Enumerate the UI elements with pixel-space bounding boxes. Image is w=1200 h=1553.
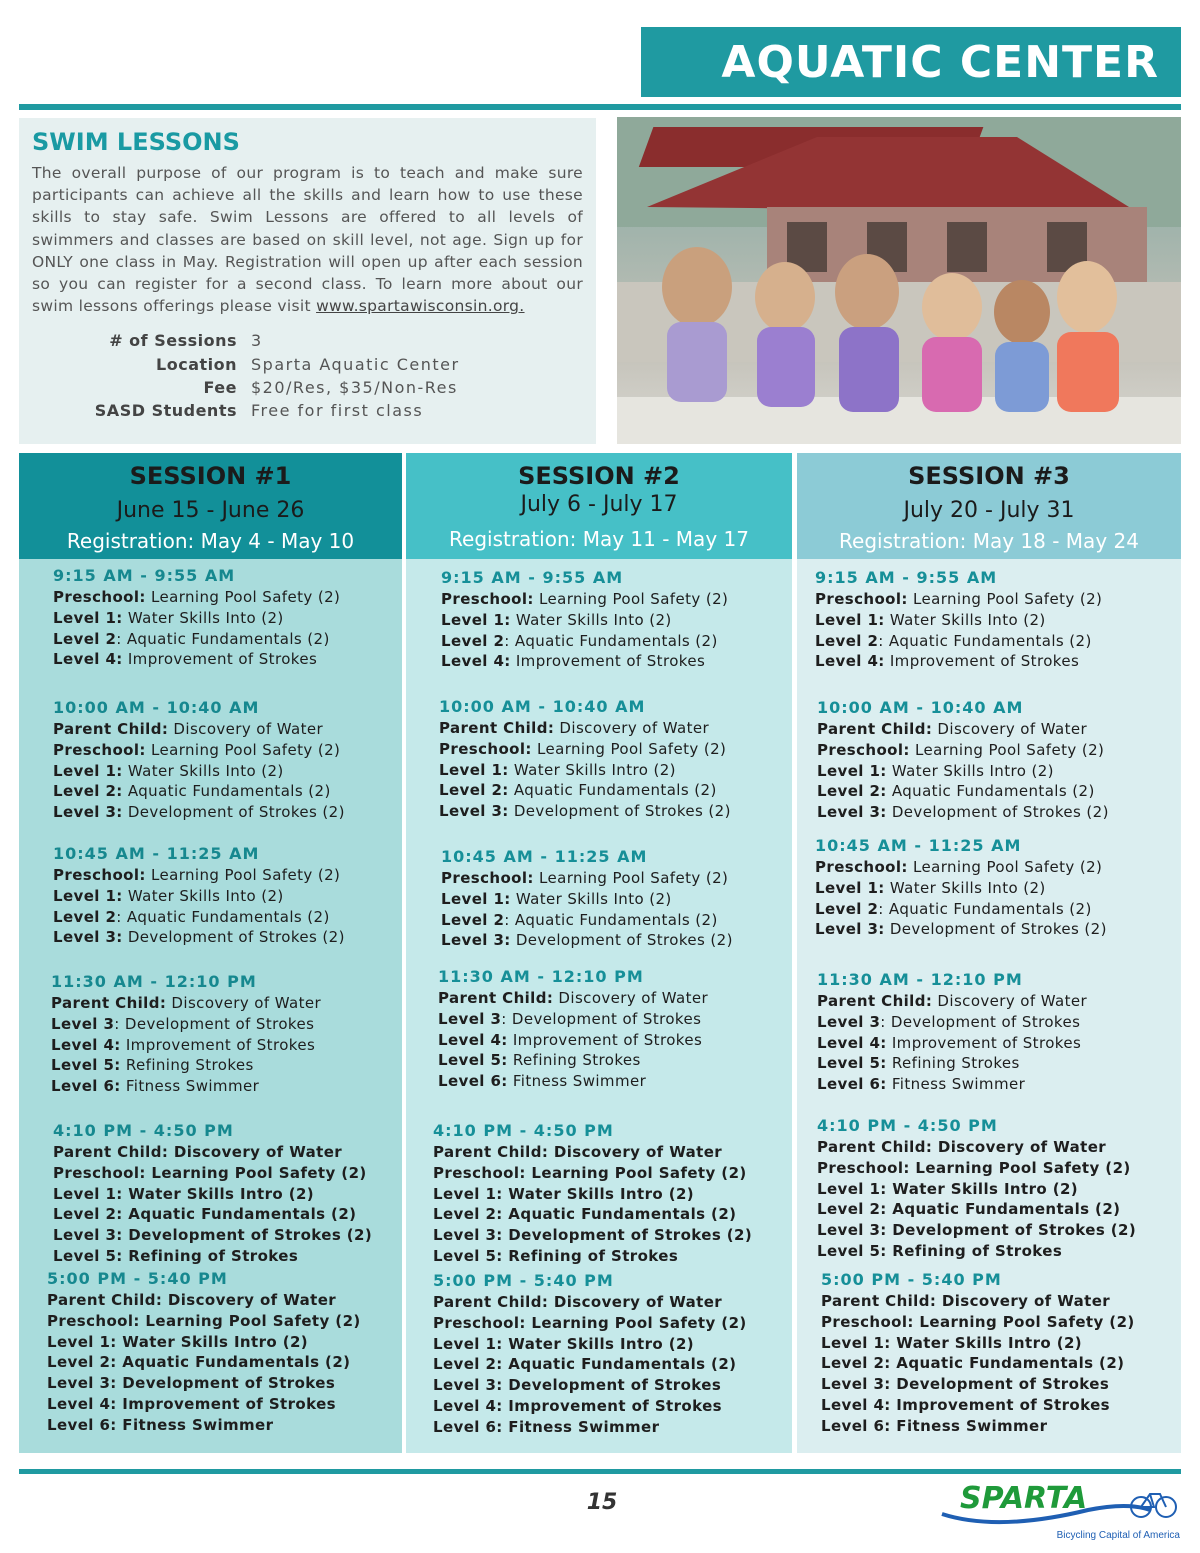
class-item: Level 4: Improvement of Strokes [53,650,318,669]
fact-value: Sparta Aquatic Center [251,354,460,374]
class-item: Level 2: Aquatic Fundamentals (2) [441,910,718,929]
time-slot [406,567,827,672]
banner-title: AQUATIC CENTER [721,36,1159,88]
class-item: Level 3: Development of Strokes (2) [439,802,731,821]
class-item: Level 3: Development of Strokes (2) [433,1226,753,1245]
time-slot [797,969,1200,1095]
class-item: Preschool: Learning Pool Safety (2) [439,739,727,758]
session-header [406,453,792,559]
session-registration: Registration: May 11 - May 17 [449,527,749,551]
intro-text: The overall purpose of our program is to teach and make sure participants can achieve all the skills and learn how to use these skills to stay safe. Swim Lessons are offered to all levels of swimmers and classes are based on skill level, not age. Sign up for ONLY one class in May. Registration will open up after each session so you can register for a second class. To learn more about our swim lessons offerings please visit [32,164,583,316]
class-item: Level 2: Aquatic Fundamentals (2) [817,782,1095,801]
class-item: Level 4: Improvement of Strokes [433,1396,722,1415]
class-item: Preschool: Learning Pool Safety (2) [817,740,1105,759]
bottom-rule [19,1469,1181,1474]
class-item: Preschool: Learning Pool Safety (2) [53,866,341,884]
session-registration: Registration: May 4 - May 10 [66,529,355,553]
page-number: 15 [586,1490,618,1515]
slot-time: 10:00 AM - 10:40 AM [53,698,260,717]
slot-time: 9:15 AM - 9:55 AM [815,568,998,587]
class-item: Level 6: Fitness Swimmer [821,1416,1048,1435]
class-item: Level 2: Aquatic Fundamentals (2) [815,631,1092,650]
class-item: Level 3: Development of Strokes [51,1014,315,1033]
website-link[interactable]: www.spartawisconsin.org. [316,297,525,316]
class-item: Parent Child: Discovery of Water [438,989,709,1007]
kids-pool-photo [617,117,1181,444]
class-item: Parent Child: Discovery of Water [817,992,1088,1010]
class-item: Preschool: Learning Pool Safety (2) [815,858,1103,876]
time-slot [19,1120,436,1267]
class-item: Level 2: Aquatic Fundamentals (2) [439,781,717,800]
class-item: Level 6: Fitness Swimmer [433,1417,660,1436]
slot-time: 5:00 PM - 5:40 PM [821,1270,1002,1289]
class-item: Level 3: Development of Strokes (2) [817,803,1109,822]
class-item: Level 1: Water Skills Into (2) [815,878,1046,897]
time-slot [797,1269,1200,1437]
fact-label: Fee [203,378,237,398]
class-item: Level 2: Aquatic Fundamentals (2) [441,631,718,650]
class-item: Parent Child: Discovery of Water [439,719,710,737]
class-item: Level 3: Development of Strokes [817,1012,1081,1031]
class-item: Level 6: Fitness Swimmer [47,1415,274,1434]
class-item: Level 5: Refining Strokes [51,1056,254,1075]
class-item: Level 1: Water Skills Intro (2) [821,1333,1083,1352]
class-item: Preschool: Learning Pool Safety (2) [821,1312,1135,1331]
class-item: Level 2: Aquatic Fundamentals (2) [53,782,331,801]
class-item: Preschool: Learning Pool Safety (2) [53,588,341,606]
photo-illustration [617,117,1181,444]
class-item: Level 3: Development of Strokes (2) [53,1226,373,1245]
fact-value: $20/Res, $35/Non-Res [251,378,458,398]
class-item: Level 2: Aquatic Fundamentals (2) [817,1200,1121,1219]
slot-time: 10:45 AM - 11:25 AM [441,847,648,866]
time-slot [797,567,1199,672]
class-item: Preschool: Learning Pool Safety (2) [815,590,1103,608]
sparta-logo [938,1480,1186,1548]
fact-value: 3 [251,331,263,351]
session-3-column [797,453,1181,1453]
class-item: Level 3: Development of Strokes (2) [53,928,345,947]
program-facts [32,329,583,422]
slot-time: 5:00 PM - 5:40 PM [433,1271,614,1290]
time-slot [19,971,434,1097]
fact-value: Free for first class [251,401,424,421]
fact-fee [32,376,583,399]
class-item: Level 1: Water Skills Into (2) [815,610,1046,629]
time-slot [797,835,1199,940]
logo-wordmark: SPARTA [960,1481,1088,1516]
class-item: Level 2: Aquatic Fundamentals (2) [53,907,330,926]
slot-time: 11:30 AM - 12:10 PM [817,970,1023,989]
time-slot [406,966,824,1092]
fact-label: # of Sessions [109,331,237,351]
fact-sasd [32,399,583,422]
session-header [797,453,1181,559]
class-item: Level 3: Development of Strokes (2) [815,920,1107,939]
time-slot [406,846,827,951]
class-item: Level 1: Water Skills Intro (2) [439,760,676,779]
class-item: Level 1: Water Skills Intro (2) [53,1184,315,1203]
time-slot [797,1115,1200,1262]
class-item: Level 6: Fitness Swimmer [817,1075,1026,1094]
class-item: Level 5: Refining of Strokes [817,1241,1063,1260]
class-item: Parent Child: Discovery of Water [51,994,322,1012]
slot-time: 10:00 AM - 10:40 AM [439,697,646,716]
class-item: Level 5: Refining of Strokes [433,1246,679,1265]
slot-time: 9:15 AM - 9:55 AM [53,566,236,585]
class-item: Level 3: Development of Strokes [433,1376,722,1395]
class-item: Level 2: Aquatic Fundamentals (2) [47,1353,351,1372]
slot-time: 10:45 AM - 11:25 AM [815,836,1022,855]
fact-location [32,353,583,376]
class-item: Level 4: Improvement of Strokes [815,652,1080,671]
class-item: Preschool: Learning Pool Safety (2) [47,1311,361,1330]
class-item: Parent Child: Discovery of Water [821,1292,1111,1310]
class-item: Level 3: Development of Strokes [47,1374,336,1393]
class-item: Level 4: Improvement of Strokes [817,1033,1082,1052]
session-1-column [19,453,402,1453]
class-item: Parent Child: Discovery of Water [817,720,1088,738]
class-item: Level 2: Aquatic Fundamentals (2) [821,1354,1125,1373]
class-item: Level 2: Aquatic Fundamentals (2) [53,1205,357,1224]
session-title: SESSION #3 [908,462,1070,490]
class-item: Preschool: Learning Pool Safety (2) [53,740,341,759]
class-item: Level 1: Water Skills Into (2) [441,610,672,629]
class-item: Preschool: Learning Pool Safety (2) [53,1163,367,1182]
time-slot [797,697,1200,823]
slot-time: 4:10 PM - 4:50 PM [433,1121,614,1140]
session-dates: June 15 - June 26 [116,498,305,523]
class-item: Level 1: Water Skills Intro (2) [47,1332,309,1351]
class-item: Level 4: Improvement of Strokes [47,1394,336,1413]
time-slot [19,697,436,823]
slot-time: 11:30 AM - 12:10 PM [438,967,644,986]
class-item: Level 2: Aquatic Fundamentals (2) [433,1355,737,1374]
class-item: Level 2: Aquatic Fundamentals (2) [815,899,1092,918]
class-item: Level 3: Development of Strokes (2) [53,803,345,822]
slot-time: 10:45 AM - 11:25 AM [53,844,260,863]
class-item: Parent Child: Discovery of Water [817,1138,1107,1156]
class-item: Level 3: Development of Strokes (2) [817,1221,1137,1240]
class-item: Level 1: Water Skills Into (2) [441,889,672,908]
intro-body [32,162,583,317]
session-title: SESSION #2 [518,462,680,490]
class-item: Level 5: Refining of Strokes [53,1246,299,1265]
time-slot [406,1120,819,1267]
class-item: Level 1: Water Skills Intro (2) [433,1334,695,1353]
time-slot [19,565,436,670]
slot-time: 9:15 AM - 9:55 AM [441,568,624,587]
class-item: Level 1: Water Skills Intro (2) [433,1184,695,1203]
top-rule [19,104,1181,110]
bicycle-icon [938,1480,1186,1548]
page-banner [641,27,1181,97]
class-item: Level 2: Aquatic Fundamentals (2) [53,629,330,648]
class-item: Preschool: Learning Pool Safety (2) [441,869,729,887]
class-item: Preschool: Learning Pool Safety (2) [433,1313,747,1332]
time-slot [19,843,436,948]
class-item: Level 4: Improvement of Strokes [821,1395,1110,1414]
time-slot [406,1270,819,1438]
class-item: Preschool: Learning Pool Safety (2) [441,590,729,608]
class-item: Parent Child: Discovery of Water [433,1143,723,1161]
class-item: Level 2: Aquatic Fundamentals (2) [433,1205,737,1224]
class-item: Level 5: Refining Strokes [438,1051,641,1070]
session-dates: July 6 - July 17 [520,492,678,517]
class-item: Level 1: Water Skills Into (2) [53,886,284,905]
class-item: Level 4: Improvement of Strokes [441,652,706,671]
logo-tagline: Bicycling Capital of America [1056,1530,1180,1541]
class-item: Parent Child: Discovery of Water [433,1293,723,1311]
class-item: Level 3: Development of Strokes (2) [441,931,733,950]
slot-time: 10:00 AM - 10:40 AM [817,698,1024,717]
class-item: Level 1: Water Skills Intro (2) [817,1179,1079,1198]
session-title: SESSION #1 [129,462,292,490]
class-item: Level 1: Water Skills Intro (2) [817,761,1054,780]
class-item: Level 4: Improvement of Strokes [438,1030,703,1049]
class-item: Parent Child: Discovery of Water [53,720,324,738]
class-item: Parent Child: Discovery of Water [47,1291,337,1309]
class-item: Level 4: Improvement of Strokes [51,1035,316,1054]
slot-time: 11:30 AM - 12:10 PM [51,972,257,991]
class-item: Level 3: Development of Strokes [821,1375,1110,1394]
class-item: Preschool: Learning Pool Safety (2) [433,1163,747,1182]
class-item: Level 5: Refining Strokes [817,1054,1020,1073]
session-2-column [406,453,792,1453]
class-item: Parent Child: Discovery of Water [53,1143,343,1161]
class-item: Level 6: Fitness Swimmer [438,1072,647,1091]
session-dates: July 20 - July 31 [903,498,1075,523]
class-item: Level 6: Fitness Swimmer [51,1077,260,1096]
fact-label: Location [156,354,237,374]
fact-sessions [32,329,583,352]
time-slot [406,696,825,822]
class-item: Level 3: Development of Strokes [438,1009,702,1028]
fact-label: SASD Students [94,401,237,421]
intro-title: SWIM LESSONS [32,128,240,156]
swim-lessons-intro [19,118,596,444]
time-slot [19,1268,430,1436]
class-item: Level 1: Water Skills Into (2) [53,608,284,627]
class-item: Preschool: Learning Pool Safety (2) [817,1158,1131,1177]
slot-time: 4:10 PM - 4:50 PM [817,1116,998,1135]
slot-time: 5:00 PM - 5:40 PM [47,1269,228,1288]
class-item: Level 1: Water Skills Into (2) [53,761,284,780]
session-header [19,453,402,559]
session-registration: Registration: May 18 - May 24 [839,529,1139,553]
slot-time: 4:10 PM - 4:50 PM [53,1121,234,1140]
